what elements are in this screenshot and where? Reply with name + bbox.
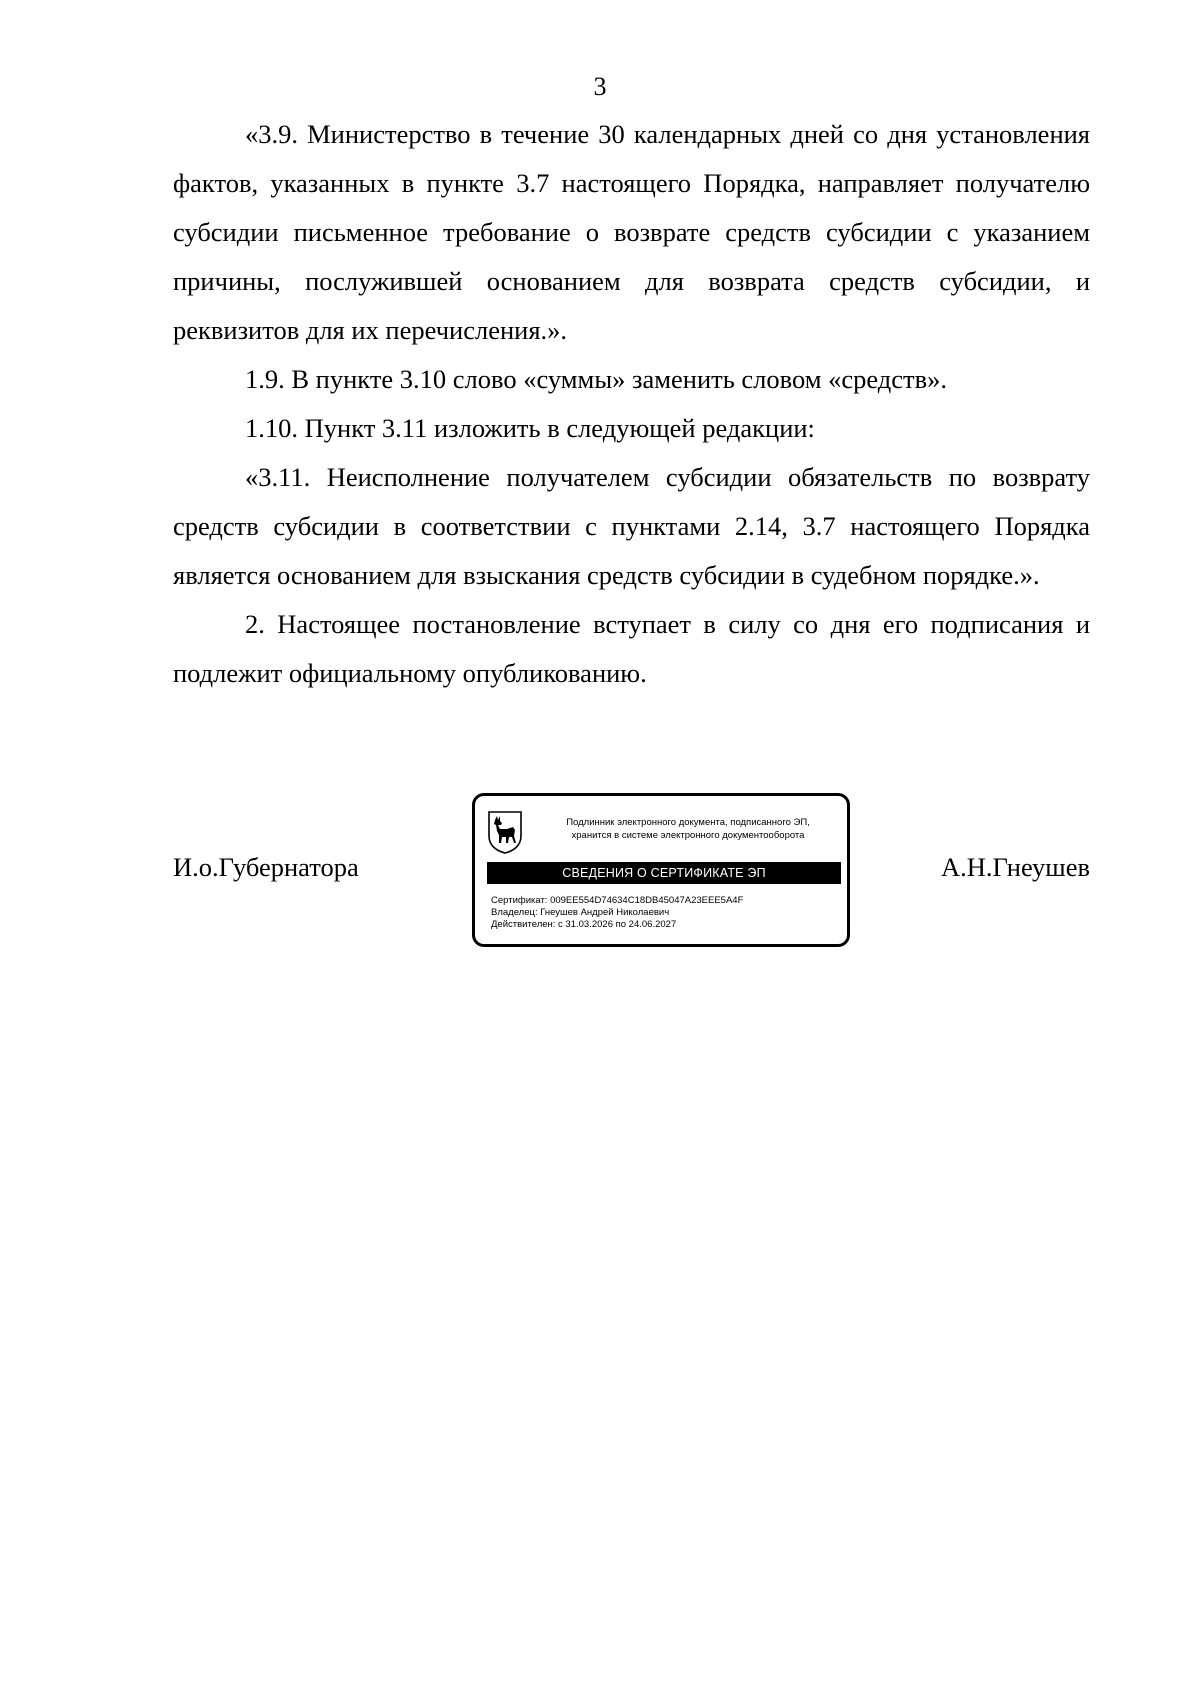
coat-of-arms-icon [487,810,523,854]
page-number: 3 [593,72,607,101]
paragraph-1-10: 1.10. Пункт 3.11 изложить в следующей редакции: [245,413,815,443]
stamp-details [491,895,841,931]
paragraph-3-11: «3.11. Неисполнение получателем субсидии обязательств по возврату средств субсидии в соответствии с пунктами 2.14, 3.7 настоящего Порядка является основанием для взыскания средств субсидии в судебном порядке.». [173,462,1090,590]
electronic-signature-stamp [472,793,850,947]
stamp-header-line2: хранится в системе электронного документооборота [571,830,805,841]
stamp-title: СВЕДЕНИЯ О СЕРТИФИКАТЕ ЭП [487,862,841,884]
document-body [173,110,1090,698]
signatory-name: А.Н.Гнеушев [940,852,1090,882]
stamp-validity: Действителен: с 31.03.2026 по 24.06.2027 [491,919,677,930]
stamp-header-line1: Подлинник электронного документа, подписанного ЭП, [566,817,810,828]
stamp-owner: Владелец: Гнеушев Андрей Николаевич [491,907,670,918]
paragraph-1-9: 1.9. В пункте 3.10 слово «суммы» заменить словом «средств». [245,364,948,394]
paragraph-2: 2. Настоящее постановление вступает в силу со дня его подписания и подлежит официальному опубликованию. [173,609,1090,688]
paragraph-3-9: «3.9. Министерство в течение 30 календарных дней со дня установления фактов, указанных в пункте 3.7 настоящего Порядка, направляет получателю субсидии письменное требование о возврате средств субсидии с указанием причины, послужившей основанием для возврата средств субсидии, и реквизитов для их перечисления.». [173,119,1090,345]
signatory-position: И.о.Губернатора [173,852,359,882]
stamp-header [535,816,841,842]
stamp-certificate: Сертификат: 009EE554D74634C18DB45047A23EEE5A4F [491,895,744,906]
